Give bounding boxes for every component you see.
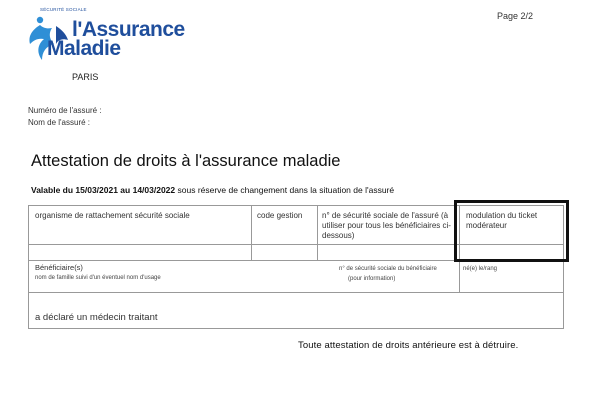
logo-line2: Maladie	[47, 37, 121, 60]
table-divider	[317, 206, 318, 260]
validity-condition: sous réserve de changement dans la situation de l'assuré	[175, 185, 395, 195]
logo-tagline: SÉCURITÉ SOCIALE	[40, 7, 87, 12]
beneficiary-label: Bénéficiaire(s)	[35, 263, 83, 272]
beneficiary-ss-sublabel: (pour information)	[348, 276, 396, 282]
insured-name-label: Nom de l'assuré :	[28, 118, 90, 127]
declaration-text: a déclaré un médecin traitant	[35, 312, 158, 323]
header-organisme: organisme de rattachement sécurité sociale	[35, 211, 190, 220]
header-code-gestion: code gestion	[257, 211, 303, 220]
header-ss-number: n° de sécurité sociale de l'assuré (à utiliser pour tous les bénéficiaires ci-dessous)	[322, 211, 451, 240]
table-divider	[29, 292, 563, 293]
footer-note: Toute attestation de droits antérieure est à détruire.	[298, 340, 519, 351]
birth-label: né(e) le/rang	[463, 266, 498, 272]
page-number: Page 2/2	[497, 11, 534, 21]
table-divider	[251, 206, 252, 260]
beneficiary-ss-label: n° de sécurité sociale du bénéficiaire	[339, 266, 437, 272]
logo-city: PARIS	[72, 72, 99, 82]
validity-line	[31, 185, 394, 195]
insured-number-label: Numéro de l'assuré :	[28, 106, 102, 115]
document-title: Attestation de droits à l'assurance maladie	[31, 152, 341, 170]
logo-line1: l'Assurance	[72, 18, 185, 41]
beneficiary-sublabel: nom de famille suivi d'un éventuel nom d'usage	[35, 275, 161, 281]
modulation-highlight-box	[454, 200, 569, 262]
validity-dates: Valable du 15/03/2021 au 14/03/2022	[31, 185, 176, 195]
header-modulation: modulation du ticket modérateur	[466, 211, 538, 230]
